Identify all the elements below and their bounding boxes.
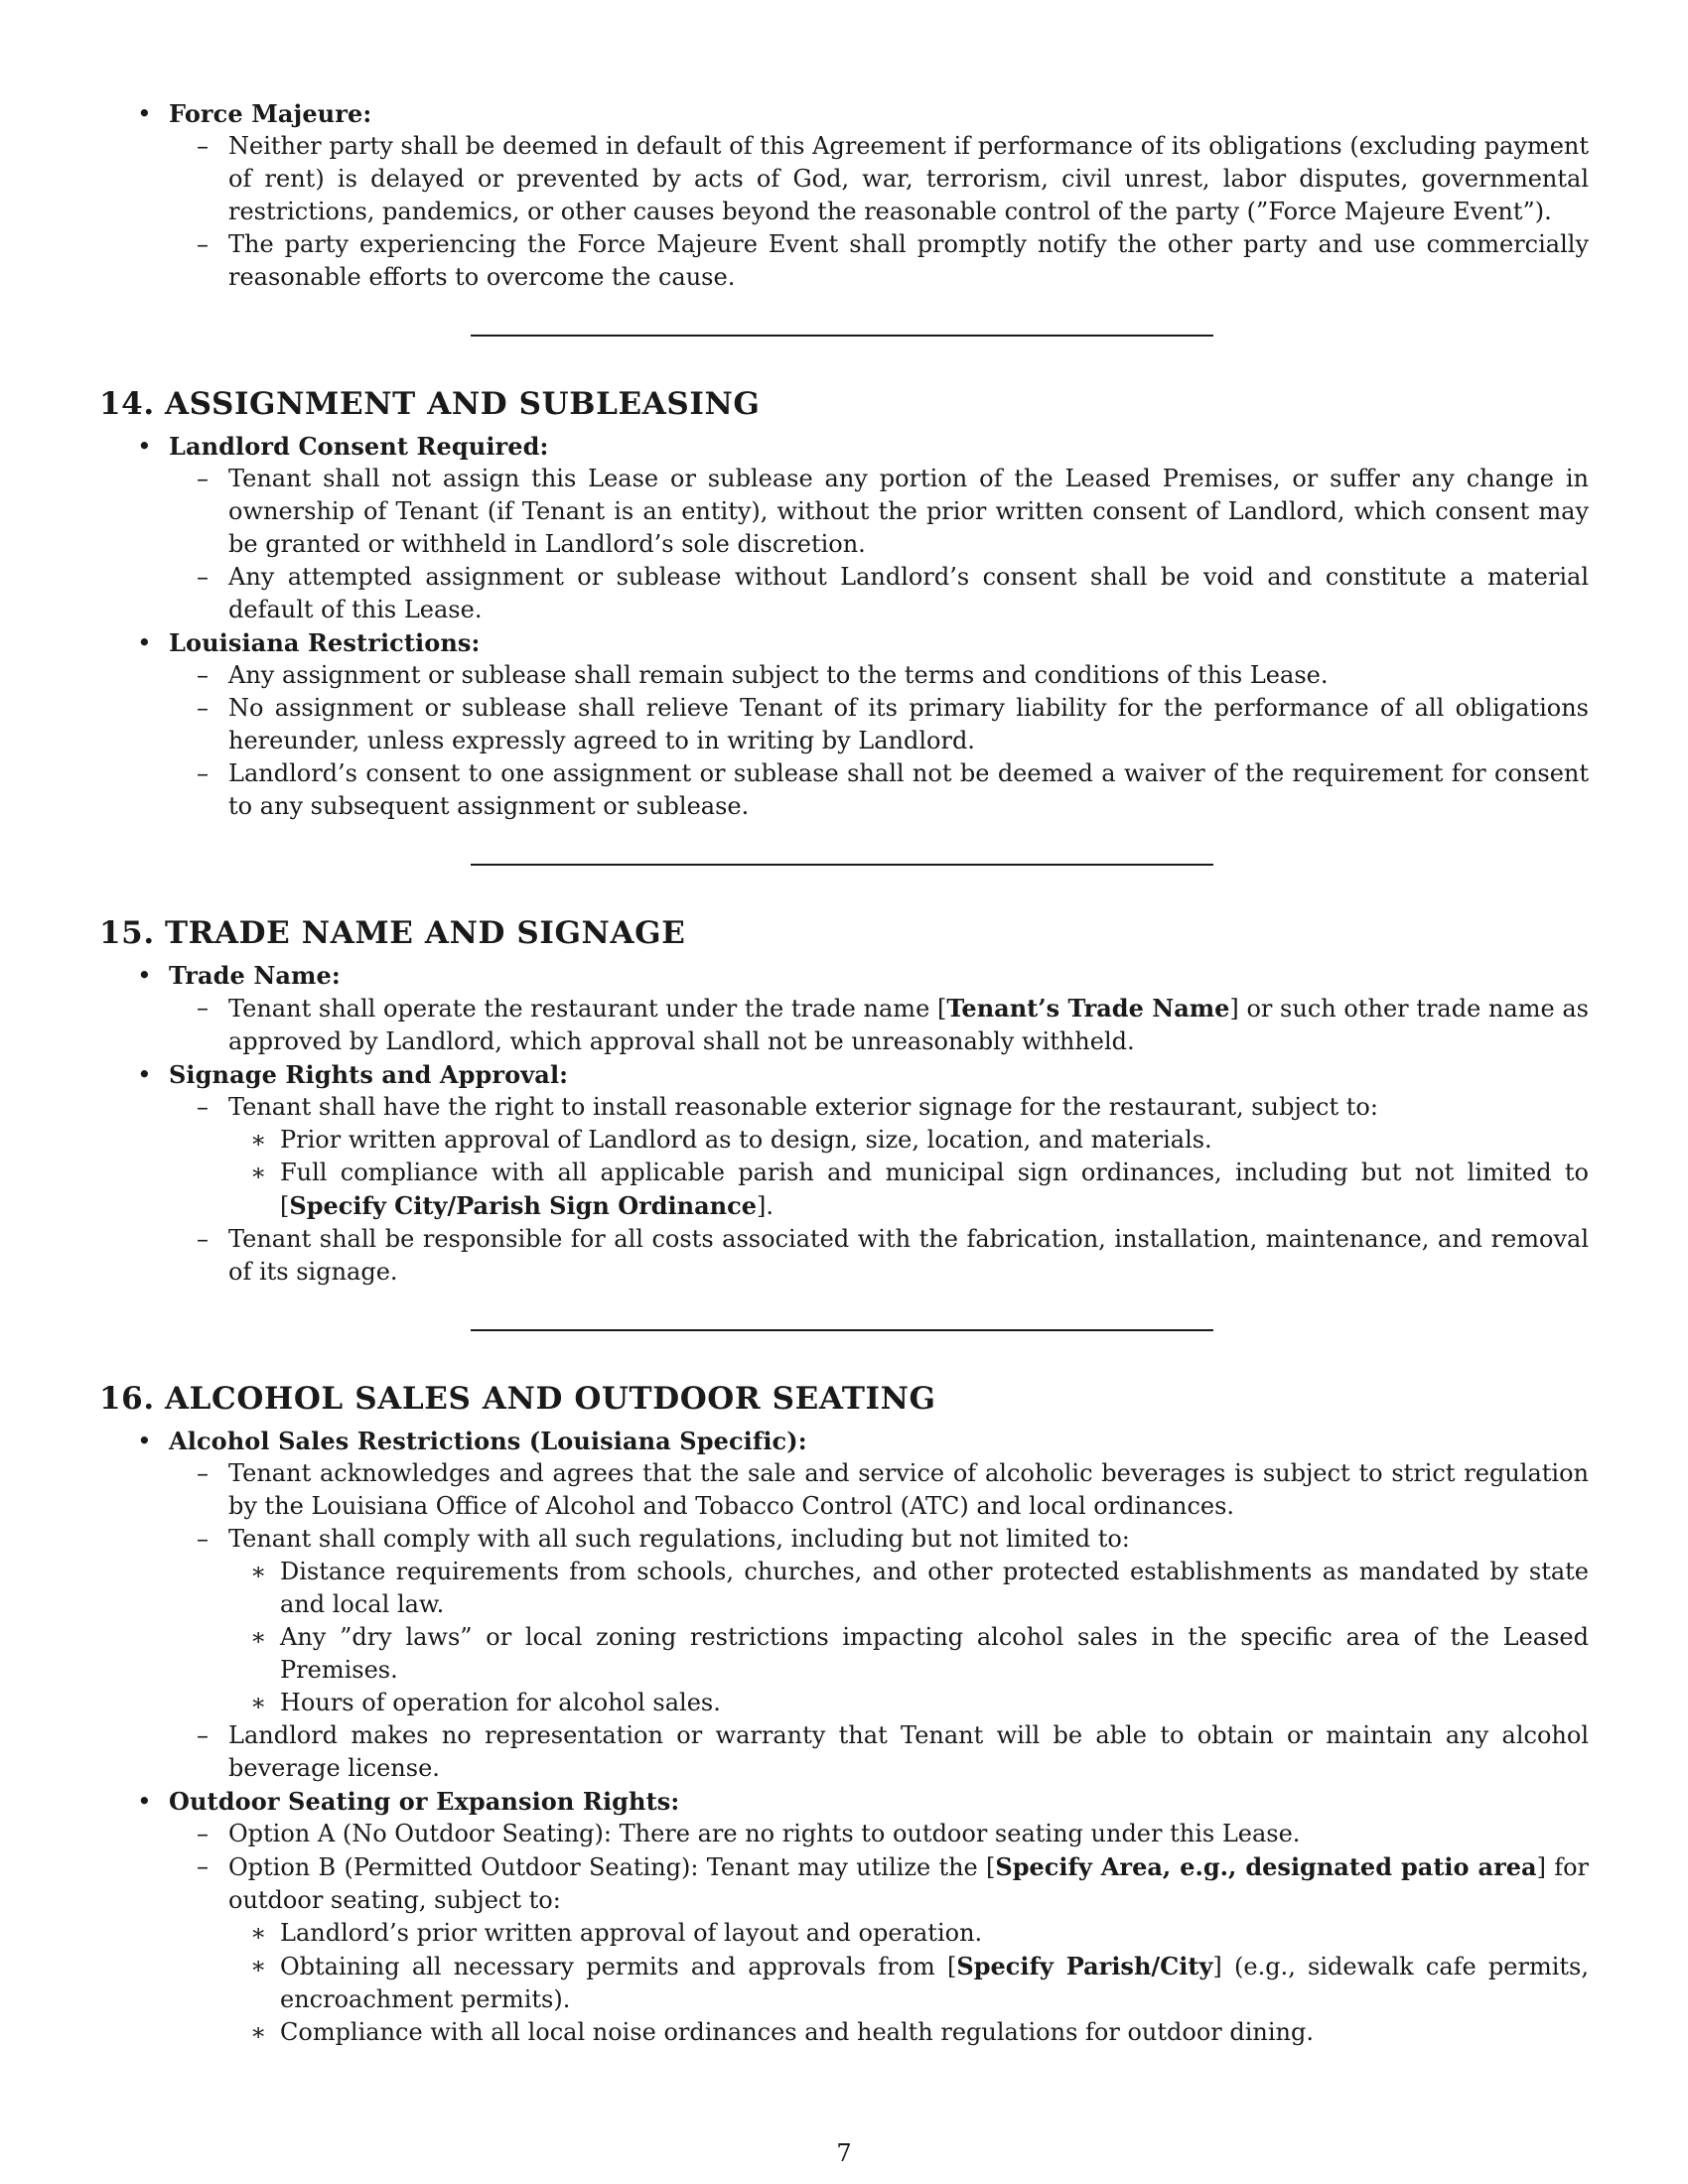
list-item: – Landlord’s consent to one assignment or sublease shall not be deemed a waiver of the requirement for consent to any subsequent assignment or sublease. [169,757,1589,823]
bullet-force-majeure [99,97,1589,294]
bullet-label: • Alcohol Sales Restrictions (Louisiana Specific): [169,1427,807,1455]
placeholder-field: Specify City/Parish Sign Ordinance [289,1191,757,1220]
list-item: – Tenant shall comply with all such regulations, including but not limited to: [169,1523,1589,1556]
text-segment: Option B (Permitted Outdoor Seating): Tenant may utilize the [ [228,1853,996,1881]
text-segment: ]. [756,1192,774,1220]
section-number: 16. [99,1381,155,1417]
bullet-label: • Trade Name: [169,961,341,990]
sub-list-item [228,1950,1589,2016]
list-item: – Any assignment or sublease shall remain subject to the terms and conditions of this Lease. [169,659,1589,692]
list-item: – Neither party shall be deemed in default of this Agreement if performance of its obligations (excluding payment of rent) is delayed or prevented by acts of God, war, terrorism, civil unrest, labor disputes, governmental restrictions, pandemics, or other causes beyond the reasonable control of the party (”Force Majeure Event”). [169,130,1589,228]
sub-list-item: ∗ Distance requirements from schools, churches, and other protected establishments as mandated by state and local law. [228,1556,1589,1621]
bullet-label: • Force Majeure: [169,99,372,128]
bullet-outdoor-seating [99,1785,1589,2049]
sub-list-item: ∗ Hours of operation for alcohol sales. [228,1687,1589,1719]
list-item: – Landlord makes no representation or warranty that Tenant will be able to obtain or maintain any alcohol beverage license. [169,1719,1589,1785]
list-item: – Option A (No Outdoor Seating): There are no rights to outdoor seating under this Lease. [169,1818,1589,1850]
text-segment: ] (e.g., sidewalk cafe permits, encroachment permits). [280,1953,1589,2013]
sub-list-item [228,1157,1589,1223]
list-item: – The party experiencing the Force Majeure Event shall promptly notify the other party and use commercially reasonable efforts to overcome the cause. [169,228,1589,294]
list-item: – No assignment or sublease shall relieve Tenant of its primary liability for the performance of all obligations hereunder, unless expressly agreed to in writing by Landlord. [169,692,1589,757]
section-divider [471,335,1213,337]
bullet-landlord-consent [99,430,1589,626]
sub-list-item: ∗ Prior written approval of Landlord as to design, size, location, and materials. [228,1124,1589,1157]
section-number: 14. [99,386,155,422]
text-segment: Tenant shall operate the restaurant under the trade name [ [228,995,947,1023]
list-item: – Tenant shall have the right to install reasonable exterior signage for the restaurant, subject to: [169,1091,1589,1124]
bullet-louisiana-restrictions [99,626,1589,823]
section-number: 15. [99,915,155,951]
bullet-label: • Louisiana Restrictions: [169,628,481,657]
sub-list-item: ∗ Compliance with all local noise ordinances and health regulations for outdoor dining. [228,2016,1589,2049]
section-title: ALCOHOL SALES AND OUTDOOR SEATING [165,1381,936,1417]
section-heading-14 [99,384,1589,424]
text-segment: ] or such other trade name as approved by Landlord, which approval shall not be unreasonably withheld. [228,995,1589,1055]
bullet-label: • Outdoor Seating or Expansion Rights: [169,1787,680,1816]
page-content [99,97,1589,2049]
bullet-trade-name [99,959,1589,1058]
placeholder-field: Tenant’s Trade Name [946,994,1230,1023]
sub-list-item: ∗ Any ”dry laws” or local zoning restrictions impacting alcohol sales in the specific area of the Leased Premises. [228,1621,1589,1687]
text-segment: Obtaining all necessary permits and approvals from [ [280,1953,957,1980]
list-item: – Tenant acknowledges and agrees that the sale and service of alcoholic beverages is subject to strict regulation by the Louisiana Office of Alcohol and Tobacco Control (ATC) and local ordinances. [169,1457,1589,1523]
section-heading-16 [99,1379,1589,1419]
sub-list-item: ∗ Landlord’s prior written approval of layout and operation. [228,1917,1589,1950]
section-divider [471,1329,1213,1331]
list-item [169,1850,1589,1917]
list-item: – Tenant shall be responsible for all costs associated with the fabrication, installation, maintenance, and removal of its signage. [169,1223,1589,1289]
bullet-alcohol-sales [99,1425,1589,1785]
section-title: ASSIGNMENT AND SUBLEASING [165,386,761,422]
bullet-signage-rights [99,1058,1589,1289]
bullet-label: • Landlord Consent Required: [169,432,549,461]
section-title: TRADE NAME AND SIGNAGE [165,915,686,951]
list-item: – Tenant shall not assign this Lease or sublease any portion of the Leased Premises, or suffer any change in ownership of Tenant (if Tenant is an entity), without the prior written consent of Landlord, which consent may be granted or withheld in Landlord’s sole discretion. [169,463,1589,561]
list-item [169,992,1589,1058]
text-segment: Full compliance with all applicable parish and municipal sign ordinances, including but not limited to [ [280,1159,1589,1220]
text-segment: ] for outdoor seating, subject to: [228,1853,1590,1914]
list-item: – Any attempted assignment or sublease without Landlord’s consent shall be void and constitute a material default of this Lease. [169,561,1589,626]
page-number: 7 [836,2139,852,2167]
placeholder-field: Specify Parish/City [956,1952,1213,1980]
section-heading-15 [99,913,1589,953]
section-divider [471,864,1213,866]
bullet-label: • Signage Rights and Approval: [169,1060,569,1089]
placeholder-field: Specify Area, e.g., designated patio area [995,1852,1537,1881]
